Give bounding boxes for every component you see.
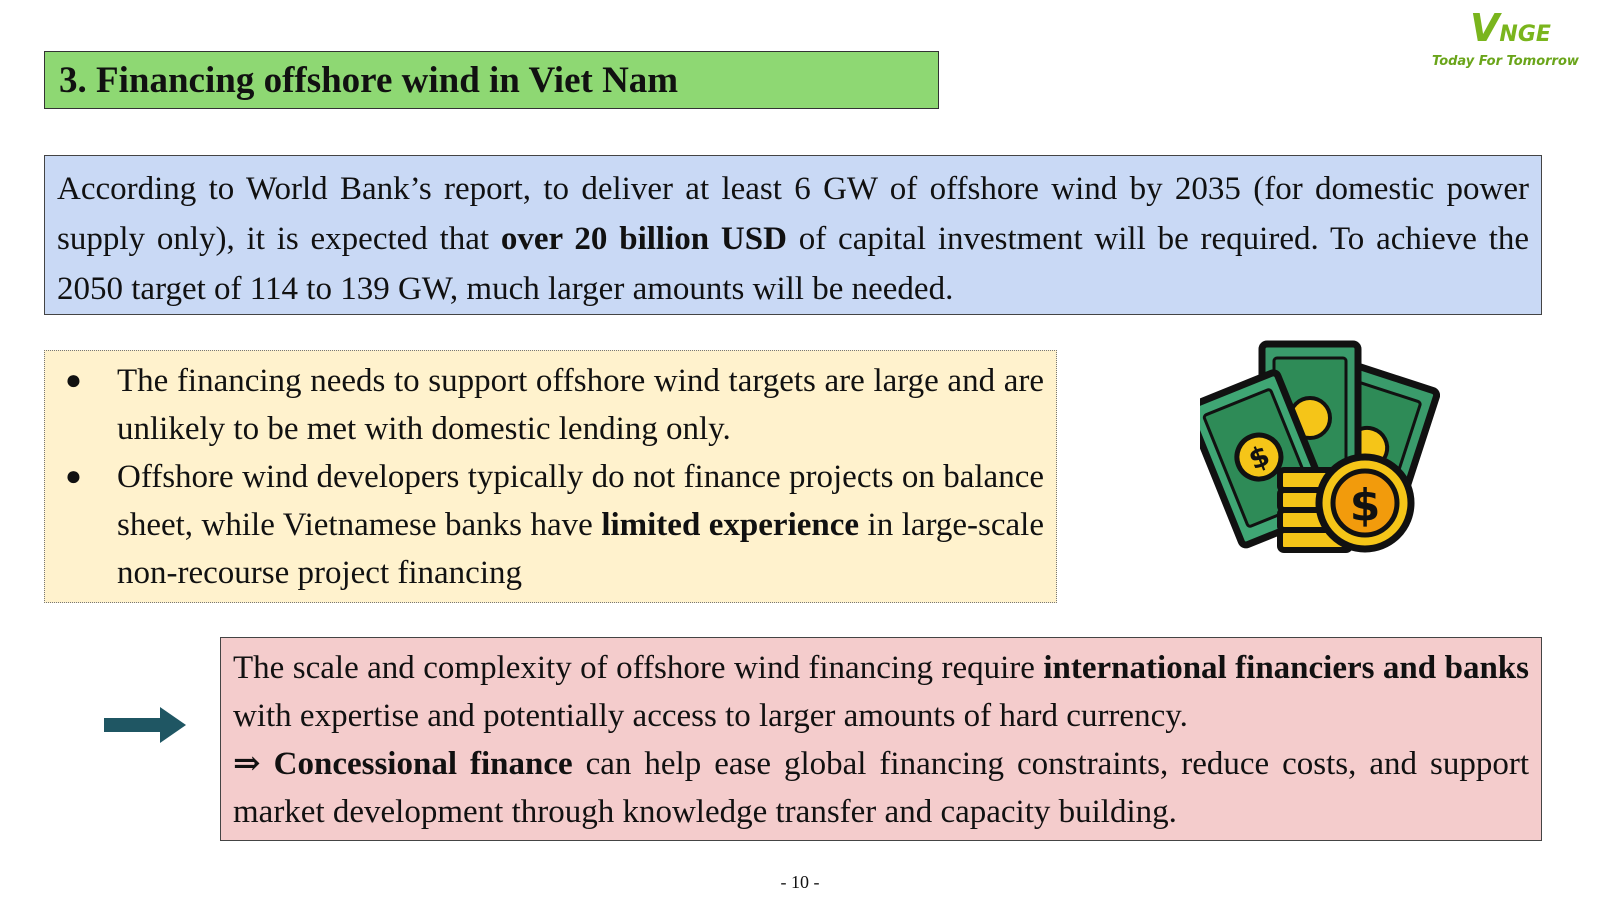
slide-title: 3. Financing offshore wind in Viet Nam — [44, 51, 939, 109]
bullet-highlight: limited experience — [601, 507, 860, 543]
page-number: - 10 - — [780, 872, 820, 892]
right-arrow-icon — [104, 707, 186, 743]
bullets-box — [44, 350, 1057, 603]
svg-text:$: $ — [1349, 480, 1381, 531]
bullet-text-part: in large-scale non-recourse project financing — [117, 507, 1044, 591]
bullet-text-part: Offshore wind developers typically do not finance projects on balance sheet, while Vietnamese banks have — [117, 459, 1044, 543]
vnge-logo — [1432, 6, 1590, 76]
conclusion-highlight: Concessional finance — [273, 746, 573, 782]
bullet-marker: ● — [65, 461, 82, 492]
bullet-item — [65, 357, 1044, 453]
conclusion-text: can help ease global financing constraints, reduce costs, and support market development through knowledge transfer and capacity building. — [233, 746, 1530, 830]
logo-mark-v: V — [1470, 6, 1500, 50]
bullet-item — [65, 453, 1044, 597]
summary-highlight: over 20 billion USD — [500, 221, 787, 257]
summary-box — [44, 155, 1542, 315]
logo-mark — [1470, 6, 1551, 50]
summary-text-2: of capital investment will be required. To achieve the 2050 target of 114 to 139 GW, much larger amounts will be needed. — [57, 221, 1530, 307]
implies-arrow: ⇒ — [233, 746, 274, 782]
logo-mark-rest: NGE — [1499, 22, 1551, 47]
bullet-marker: ● — [65, 365, 82, 396]
money-bills-coins-icon — [1200, 340, 1440, 565]
summary-text-1: According to World Bank’s report, to deliver at least 6 GW of offshore wind by 2035 (for domestic power supply only), it is expected that — [57, 171, 1529, 257]
conclusion-text: with expertise and potentially access to larger amounts of hard currency. — [233, 698, 1188, 734]
conclusion-text: The scale and complexity of offshore wind financing require — [233, 650, 1044, 686]
conclusion-paragraph-2 — [233, 740, 1529, 836]
conclusion-paragraph-1 — [233, 644, 1529, 740]
bullet-text: The financing needs to support offshore wind targets are large and are unlikely to be met with domestic lending only. — [117, 363, 1044, 447]
bullet-text — [117, 453, 1044, 597]
logo-tagline: Today For Tomorrow — [1432, 54, 1579, 69]
conclusion-box — [220, 637, 1542, 841]
svg-text:$: $ — [1243, 438, 1275, 477]
conclusion-highlight: international financiers and banks — [1043, 650, 1529, 686]
